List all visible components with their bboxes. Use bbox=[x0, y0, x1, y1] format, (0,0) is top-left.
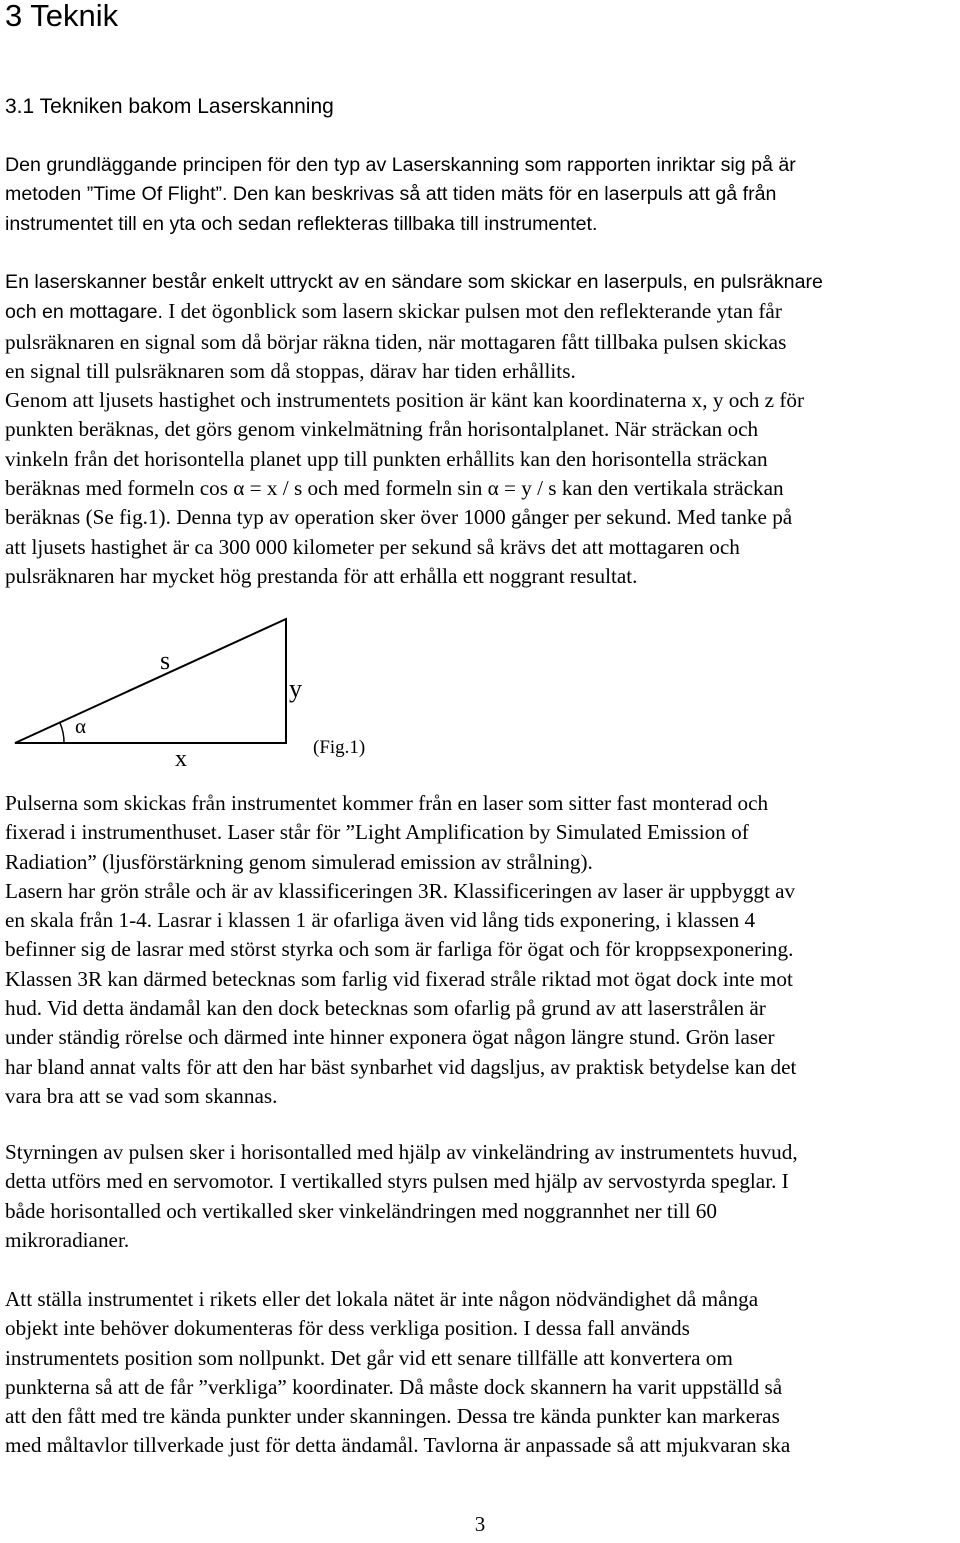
text-line: vara bra att se vad som skannas. bbox=[5, 1083, 278, 1108]
text-line: Radiation” (ljusförstärkning genom simulerad emission av strålning). bbox=[5, 849, 593, 874]
paragraph-laser bbox=[5, 789, 796, 1111]
text-line: en skala från 1-4. Lasrar i klassen 1 är ofarliga även vid lång tids exponering, i klassen 4 bbox=[5, 908, 756, 933]
angle-arc bbox=[60, 723, 64, 743]
text-line: befinner sig de lasrar med störst styrka och som är farliga för ögat och för kroppsexponering. bbox=[5, 937, 794, 962]
text-line: fixerad i instrumenthuset. Laser står för ”Light Amplification by Simulated Emission of bbox=[5, 820, 749, 845]
paragraph-positioning bbox=[5, 1285, 790, 1461]
text-line: under ständig rörelse och därmed inte hinner exponera ögat någon längre stund. Grön laser bbox=[5, 1025, 775, 1050]
text-line: objekt inte behöver dokumenteras för dess verkliga position. I dessa fall används bbox=[5, 1316, 690, 1341]
text-fragment: I det ögonblick som lasern skickar pulsen mot den reflekterande ytan får bbox=[162, 299, 782, 324]
text-line: Styrningen av pulsen sker i horisontalled med hjälp av vinkeländring av instrumentets huvud, bbox=[5, 1140, 798, 1164]
text-line: beräknas (Se fig.1). Denna typ av operation sker över 1000 gånger per sekund. Med tanke på bbox=[5, 505, 793, 530]
text-line: Den grundläggande principen för den typ av Laserskanning som rapporten inriktar sig på är bbox=[5, 154, 796, 176]
text-line: Pulserna som skickas från instrumentet kommer från en laser som sitter fast monterad och bbox=[5, 791, 769, 815]
label-y: y bbox=[289, 674, 302, 703]
text-line: punkten beräknas, det görs genom vinkelmätning från horisontalplanet. När sträckan och bbox=[5, 417, 759, 442]
paragraph-intro bbox=[5, 151, 796, 239]
label-x: x bbox=[175, 746, 187, 772]
text-line: mikroradianer. bbox=[5, 1227, 130, 1252]
text-line-mixed bbox=[5, 297, 823, 327]
figure-caption: (Fig.1) bbox=[313, 737, 366, 758]
text-fragment: och en mottagare. bbox=[5, 301, 163, 324]
text-line: punkterna så att de får ”verkliga” koordinater. Då måste dock skannern ha varit uppställd så bbox=[5, 1374, 783, 1399]
text-line: pulsräknaren har mycket hög prestanda för att erhålla ett noggrant resultat. bbox=[5, 563, 638, 588]
text-line: beräknas med formeln cos α = x / s och med formeln sin α = y / s kan den vertikala sträckan bbox=[5, 476, 784, 501]
text-line: Genom att ljusets hastighet och instrumentets position är känt kan koordinaterna x, y och z för bbox=[5, 388, 805, 413]
text-line: vinkeln från det horisontella planet upp till punkten erhållits kan den horisontella sträckan bbox=[5, 446, 768, 471]
text-line: en signal till pulsräknaren som då stoppas, därav har tiden erhållits. bbox=[5, 358, 576, 383]
paragraph-scanner-components bbox=[5, 268, 823, 591]
text-line: med måltavlor tillverkade just för detta ändamål. Tavlorna är anpassade så att mjukvaran ska bbox=[5, 1433, 791, 1458]
text-line: instrumentets position som nollpunkt. Det går vid ett senare tillfälle att konvertera om bbox=[5, 1345, 733, 1370]
paragraph-steering bbox=[5, 1138, 798, 1255]
page-number: 3 bbox=[474, 1512, 486, 1536]
section-heading: 3.1 Tekniken bakom Laserskanning bbox=[5, 95, 334, 118]
chapter-heading: 3 Teknik bbox=[5, 0, 119, 33]
text-line: att ljusets hastighet är ca 300 000 kilometer per sekund så krävs det att mottagaren och bbox=[5, 534, 740, 559]
text-line: hud. Vid detta ändamål kan den dock betecknas som ofarlig på grund av att laserstrålen är bbox=[5, 996, 766, 1021]
text-line: Lasern har grön stråle och är av klassificeringen 3R. Klassificeringen av laser är uppbyggt av bbox=[5, 878, 796, 903]
label-s: s bbox=[160, 646, 171, 675]
text-line: både horisontalled och vertikalled sker vinkeländringen med noggrannhet ner till 60 bbox=[5, 1198, 717, 1223]
text-line: att den fått med tre kända punkter under skanningen. Dessa tre kända punkter kan markeras bbox=[5, 1404, 780, 1429]
triangle-figure bbox=[0, 610, 420, 780]
text-line: En laserskanner består enkelt uttryckt av en sändare som skickar en laserpuls, en pulsräknare bbox=[5, 271, 823, 293]
text-line: Att ställa instrumentet i rikets eller det lokala nätet är inte någon nödvändighet då många bbox=[5, 1287, 759, 1311]
text-line: pulsräknaren en signal som då börjar räkna tiden, när mottagaren fått tillbaka pulsen skickas bbox=[5, 329, 787, 354]
text-line: har bland annat valts för att den har bäst synbarhet vid dagsljus, av praktisk betydelse kan det bbox=[5, 1054, 797, 1079]
text-line: detta utförs med en servomotor. I vertikalled styrs pulsen med hjälp av servostyrda speglar. I bbox=[5, 1169, 789, 1194]
triangle-outline bbox=[15, 619, 286, 743]
text-line: instrumentet till en yta och sedan reflekteras tillbaka till instrumentet. bbox=[5, 212, 598, 235]
label-alpha: α bbox=[75, 714, 87, 738]
text-line: metoden ”Time Of Flight”. Den kan beskrivas så att tiden mäts för en laserpuls att gå från bbox=[5, 183, 777, 206]
text-line: Klassen 3R kan därmed betecknas som farlig vid fixerad stråle riktad mot ögat dock inte mot bbox=[5, 966, 793, 991]
